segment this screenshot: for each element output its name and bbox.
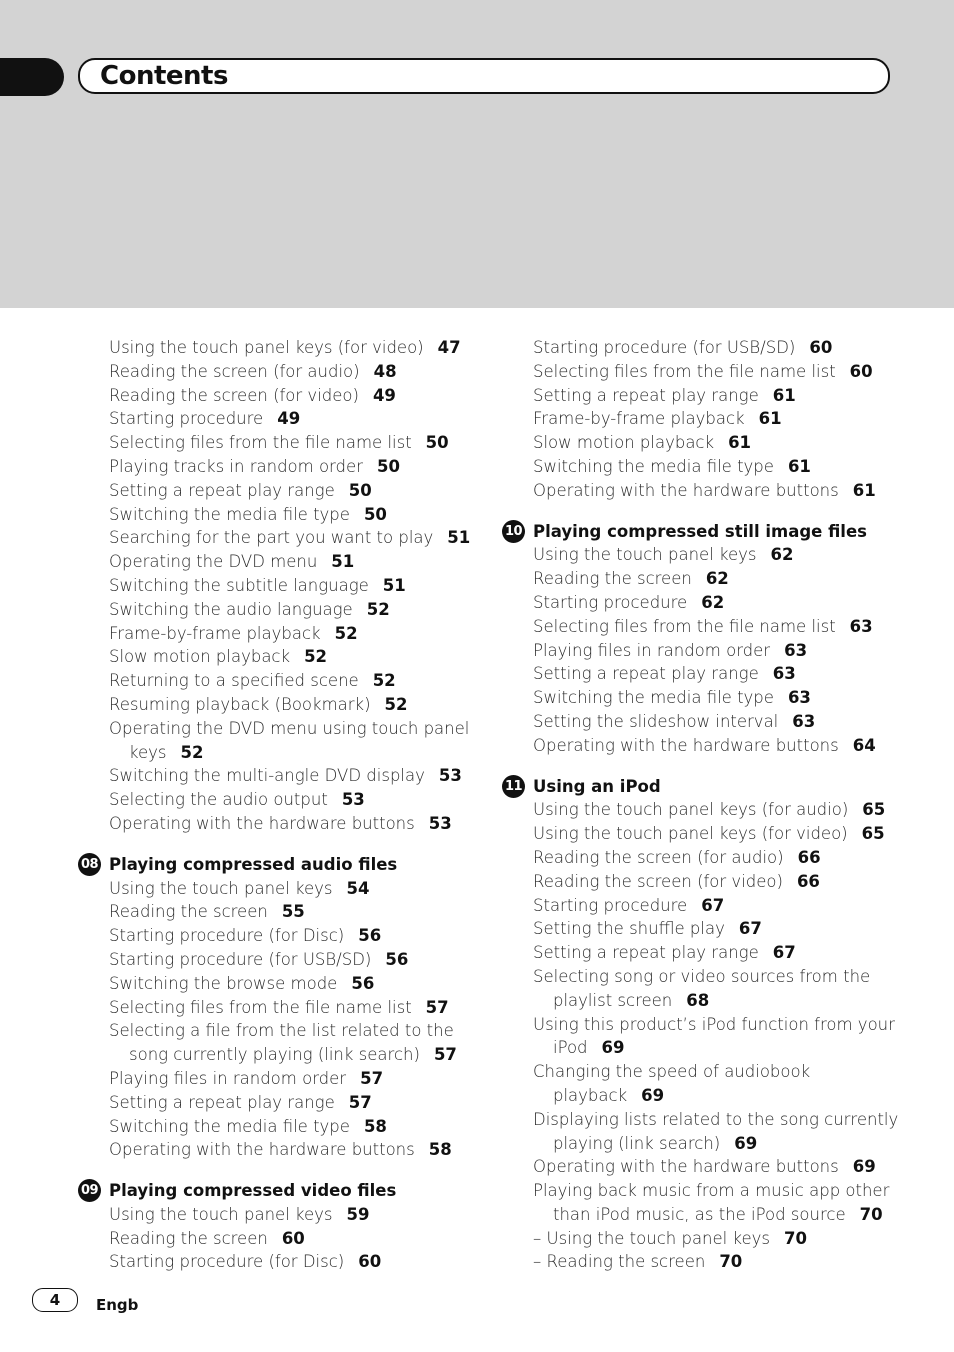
toc-entry[interactable] xyxy=(502,870,902,894)
toc-entry[interactable] xyxy=(502,822,902,846)
entry-title: Operating with the hardware buttons xyxy=(533,735,839,755)
entry-title: Changing the speed of audiobook xyxy=(533,1062,811,1082)
entry-page-number: 52 xyxy=(384,694,408,714)
entry-title: Setting a repeat play range xyxy=(533,385,759,405)
toc-entry[interactable] xyxy=(502,591,902,615)
entry-page-number: 63 xyxy=(784,640,808,660)
toc-entry[interactable] xyxy=(502,686,902,710)
title-bar xyxy=(78,58,890,94)
entry-title: Operating with the hardware buttons xyxy=(533,1157,839,1177)
entry-title: Selecting files from the file name list xyxy=(109,997,412,1017)
chapter-number-badge: 08 xyxy=(78,853,101,876)
toc-entry[interactable] xyxy=(78,948,468,972)
entry-title: Searching for the part you want to play xyxy=(109,528,434,548)
toc-left-column xyxy=(78,336,471,1274)
section-tab xyxy=(0,58,64,96)
entry-title: Switching the media file type xyxy=(109,504,350,524)
entry-title: Frame-by-frame playback xyxy=(533,409,745,429)
entry-page-number: 56 xyxy=(385,949,409,969)
toc-entry[interactable] xyxy=(78,407,468,431)
toc-entry[interactable] xyxy=(78,1250,468,1274)
toc-entry[interactable] xyxy=(502,639,902,663)
entry-title: Selecting a file from the list related to the xyxy=(109,1021,454,1041)
toc-entry[interactable] xyxy=(502,615,902,639)
entry-title: Setting the shuffle play xyxy=(533,919,725,939)
entry-title: Returning to a specified scene xyxy=(109,671,359,691)
toc-entry[interactable] xyxy=(502,941,902,965)
entry-title: Switching the multi-angle DVD display xyxy=(109,766,425,786)
entry-title: Switching the audio language xyxy=(109,599,353,619)
entry-page-number: 61 xyxy=(772,385,796,405)
entry-title: Selecting song or video sources from the xyxy=(533,966,871,986)
toc-entry[interactable] xyxy=(502,407,902,431)
entry-page-number: 69 xyxy=(734,1133,758,1153)
toc-entry[interactable] xyxy=(502,1250,902,1274)
entry-page-number: 67 xyxy=(772,943,796,963)
entry-page-number: 70 xyxy=(783,1228,807,1248)
toc-entry[interactable] xyxy=(78,788,468,812)
entry-title: Reading the screen xyxy=(533,569,692,589)
toc-entry[interactable] xyxy=(78,503,468,527)
entry-page-number: 58 xyxy=(428,1140,452,1160)
section-heading[interactable] xyxy=(78,853,468,877)
entry-page-number: 60 xyxy=(849,361,873,381)
entry-title: playing (link search) xyxy=(553,1133,721,1153)
entry-title: Displaying lists related to the song currently xyxy=(533,1109,899,1129)
entry-page-number: 51 xyxy=(447,528,471,548)
toc-entry[interactable] xyxy=(78,764,468,788)
toc-entry[interactable] xyxy=(502,917,902,941)
entry-page-number: 63 xyxy=(849,616,873,636)
toc-entry[interactable] xyxy=(502,567,902,591)
header-band xyxy=(0,0,954,308)
entry-page-number: 48 xyxy=(373,361,397,381)
entry-page-number: 60 xyxy=(809,338,833,357)
entry-title: Operating with the hardware buttons xyxy=(533,480,839,500)
entry-title: Slow motion playback xyxy=(533,433,715,453)
entry-title: Reading the screen (for video) xyxy=(109,385,359,405)
toc-entry[interactable] xyxy=(78,598,468,622)
toc-entry[interactable] xyxy=(78,431,468,455)
entry-page-number: 61 xyxy=(728,433,752,453)
toc-entry[interactable] xyxy=(502,543,902,567)
entry-title: Playing files in random order xyxy=(109,1068,347,1088)
entry-title: Frame-by-frame playback xyxy=(109,623,321,643)
entry-title: Resuming playback (Bookmark) xyxy=(109,694,371,714)
toc-entry[interactable] xyxy=(502,710,902,734)
entry-page-number: 66 xyxy=(796,871,820,891)
section-title: Using an iPod xyxy=(533,776,661,796)
entry-page-number: 52 xyxy=(334,623,358,643)
entry-page-number: 57 xyxy=(348,1092,372,1112)
entry-title: Playing files in random order xyxy=(533,640,771,660)
entry-page-number: 63 xyxy=(792,711,816,731)
entry-page-number: 51 xyxy=(331,552,355,572)
toc-entry[interactable] xyxy=(78,693,468,717)
entry-page-number: 47 xyxy=(437,338,461,357)
entry-title: iPod xyxy=(553,1038,588,1058)
toc-entry-continuation[interactable] xyxy=(502,1132,902,1156)
entry-title: Setting a repeat play range xyxy=(533,664,759,684)
toc-entry[interactable] xyxy=(78,1115,468,1139)
entry-title: Using the touch panel keys xyxy=(109,1204,333,1224)
entry-page-number: 59 xyxy=(346,1204,370,1224)
page-title: Contents xyxy=(100,61,228,91)
toc-entry[interactable] xyxy=(502,1013,902,1037)
toc-entry[interactable] xyxy=(502,1227,902,1251)
toc-entry[interactable] xyxy=(502,1179,902,1203)
entry-title: playback xyxy=(553,1085,628,1105)
entry-title: Starting procedure (for USB/SD) xyxy=(109,949,372,969)
section-title: Playing compressed audio files xyxy=(109,854,398,874)
entry-page-number: 56 xyxy=(351,973,375,993)
entry-title: Starting procedure (for Disc) xyxy=(109,1252,345,1272)
entry-title: Starting procedure xyxy=(109,409,264,429)
toc-entry[interactable] xyxy=(78,455,468,479)
entry-page-number: 50 xyxy=(363,504,387,524)
entry-title: Reading the screen (for video) xyxy=(533,871,783,891)
entry-page-number: 52 xyxy=(304,647,328,667)
entry-page-number: 50 xyxy=(348,480,372,500)
toc-entry[interactable] xyxy=(502,384,902,408)
entry-page-number: 52 xyxy=(366,599,390,619)
entry-title: Starting procedure xyxy=(533,592,688,612)
chapter-number-badge: 09 xyxy=(78,1179,101,1202)
entry-title: Using the touch panel keys (for video) xyxy=(109,338,424,357)
entry-page-number: 49 xyxy=(372,385,396,405)
entry-title: Selecting the audio output xyxy=(109,790,328,810)
entry-title: Starting procedure (for USB/SD) xyxy=(533,338,796,357)
toc-entry[interactable] xyxy=(78,924,468,948)
entry-page-number: 50 xyxy=(425,433,449,453)
entry-title: Slow motion playback xyxy=(109,647,291,667)
toc-entry-continuation[interactable] xyxy=(502,1036,902,1060)
toc-entry[interactable] xyxy=(78,645,468,669)
toc-entry[interactable] xyxy=(502,1155,902,1179)
toc-entry-continuation[interactable] xyxy=(78,741,468,765)
page-number: 4 xyxy=(32,1288,78,1312)
entry-page-number: 69 xyxy=(601,1038,625,1058)
entry-title: Using this product’s iPod function from your xyxy=(533,1014,895,1034)
entry-title: – Reading the screen xyxy=(533,1252,706,1272)
entry-title: Setting a repeat play range xyxy=(109,1092,335,1112)
entry-title: Operating the DVD menu using touch panel xyxy=(109,718,470,738)
entry-page-number: 53 xyxy=(428,813,452,833)
entry-title: Operating with the hardware buttons xyxy=(109,1140,415,1160)
toc-entry[interactable] xyxy=(78,1019,468,1043)
toc-entry[interactable] xyxy=(78,812,468,836)
toc-entry[interactable] xyxy=(78,360,468,384)
toc-entry[interactable] xyxy=(78,996,468,1020)
toc-entry[interactable] xyxy=(502,1060,902,1084)
entry-title: Starting procedure xyxy=(533,895,688,915)
entry-title: than iPod music, as the iPod source xyxy=(553,1204,846,1224)
toc-entry[interactable] xyxy=(502,798,902,822)
entry-title: Using the touch panel keys (for video) xyxy=(533,824,848,844)
toc-entry[interactable] xyxy=(502,734,902,758)
entry-title: Switching the media file type xyxy=(533,688,774,708)
entry-title: Setting the slideshow interval xyxy=(533,711,779,731)
toc-entry[interactable] xyxy=(502,1108,902,1132)
entry-page-number: 63 xyxy=(772,664,796,684)
section-heading[interactable] xyxy=(502,520,902,544)
entry-title: song currently playing (link search) xyxy=(129,1045,420,1065)
toc-entry[interactable] xyxy=(502,965,902,989)
entry-page-number: 55 xyxy=(281,902,305,922)
entry-page-number: 62 xyxy=(770,545,794,565)
toc-entry[interactable] xyxy=(78,1067,468,1091)
entry-page-number: 70 xyxy=(859,1204,883,1224)
entry-page-number: 61 xyxy=(852,480,876,500)
toc-entry[interactable] xyxy=(78,574,468,598)
entry-title: Setting a repeat play range xyxy=(109,480,335,500)
toc-entry[interactable] xyxy=(78,479,468,503)
entry-page-number: 69 xyxy=(641,1085,665,1105)
entry-page-number: 58 xyxy=(363,1116,387,1136)
language-code: Engb xyxy=(96,1296,139,1314)
entry-title: Starting procedure (for Disc) xyxy=(109,926,345,946)
entry-title: Operating with the hardware buttons xyxy=(109,813,415,833)
entry-title: Reading the screen (for audio) xyxy=(109,361,360,381)
entry-page-number: 53 xyxy=(341,790,365,810)
entry-page-number: 64 xyxy=(852,735,876,755)
toc-entry[interactable] xyxy=(502,479,902,503)
toc-entry[interactable] xyxy=(78,877,468,901)
toc-entry[interactable] xyxy=(502,431,902,455)
entry-page-number: 67 xyxy=(701,895,725,915)
entry-title: Using the touch panel keys xyxy=(109,878,333,898)
entry-title: Switching the media file type xyxy=(109,1116,350,1136)
entry-page-number: 60 xyxy=(281,1228,305,1248)
entry-page-number: 57 xyxy=(433,1045,457,1065)
toc-entry[interactable] xyxy=(78,384,468,408)
toc-entry-continuation[interactable] xyxy=(502,1203,902,1227)
entry-page-number: 61 xyxy=(787,456,811,476)
toc-entry[interactable] xyxy=(78,550,468,574)
toc-entry[interactable] xyxy=(78,1138,468,1162)
toc-entry-continuation[interactable] xyxy=(78,1043,468,1067)
entry-page-number: 65 xyxy=(861,824,885,844)
toc-entry[interactable] xyxy=(502,662,902,686)
entry-title: keys xyxy=(129,742,167,762)
toc-entry[interactable] xyxy=(502,336,902,360)
toc-entry[interactable] xyxy=(78,972,468,996)
toc-entry-continuation[interactable] xyxy=(502,1084,902,1108)
entry-title: Reading the screen xyxy=(109,902,268,922)
toc-entry[interactable] xyxy=(78,526,471,550)
entry-title: Setting a repeat play range xyxy=(533,943,759,963)
entry-page-number: 54 xyxy=(346,878,370,898)
entry-page-number: 56 xyxy=(358,926,382,946)
entry-title: Reading the screen (for audio) xyxy=(533,847,784,867)
entry-page-number: 62 xyxy=(705,569,729,589)
entry-title: – Using the touch panel keys xyxy=(533,1228,770,1248)
entry-page-number: 70 xyxy=(719,1252,743,1272)
entry-title: Selecting files from the file name list xyxy=(533,361,836,381)
toc-entry[interactable] xyxy=(78,669,468,693)
entry-page-number: 63 xyxy=(787,688,811,708)
entry-title: Selecting files from the file name list xyxy=(109,433,412,453)
toc-entry[interactable] xyxy=(502,894,902,918)
toc-right-column xyxy=(502,336,902,1274)
entry-title: Operating the DVD menu xyxy=(109,552,318,572)
toc-entry[interactable] xyxy=(502,360,902,384)
toc-entry[interactable] xyxy=(78,622,468,646)
entry-page-number: 57 xyxy=(360,1068,384,1088)
toc-entry[interactable] xyxy=(78,336,468,360)
entry-page-number: 67 xyxy=(738,919,762,939)
toc-entry[interactable] xyxy=(78,717,468,741)
toc-entry[interactable] xyxy=(78,900,468,924)
entry-title: Playing back music from a music app other xyxy=(533,1181,890,1201)
entry-page-number: 68 xyxy=(686,990,710,1010)
toc-entry[interactable] xyxy=(502,846,902,870)
entry-page-number: 51 xyxy=(382,575,406,595)
toc-entry-continuation[interactable] xyxy=(502,989,902,1013)
entry-title: Reading the screen xyxy=(109,1228,268,1248)
section-heading[interactable] xyxy=(502,775,902,799)
entry-page-number: 61 xyxy=(758,409,782,429)
section-heading[interactable] xyxy=(78,1179,468,1203)
entry-title: Using the touch panel keys xyxy=(533,545,757,565)
entry-title: playlist screen xyxy=(553,990,673,1010)
entry-title: Using the touch panel keys (for audio) xyxy=(533,800,849,820)
entry-page-number: 53 xyxy=(438,766,462,786)
entry-title: Switching the media file type xyxy=(533,456,774,476)
entry-title: Switching the subtitle language xyxy=(109,575,369,595)
entry-title: Switching the browse mode xyxy=(109,973,338,993)
entry-page-number: 66 xyxy=(797,847,821,867)
chapter-number-badge: 10 xyxy=(502,520,525,543)
toc-entry[interactable] xyxy=(78,1091,468,1115)
entry-title: Playing tracks in random order xyxy=(109,456,363,476)
entry-page-number: 50 xyxy=(376,456,400,476)
entry-page-number: 52 xyxy=(180,742,204,762)
chapter-number-badge: 11 xyxy=(502,775,525,798)
toc-entry[interactable] xyxy=(78,1227,468,1251)
entry-page-number: 69 xyxy=(852,1157,876,1177)
entry-page-number: 49 xyxy=(277,409,301,429)
entry-page-number: 62 xyxy=(701,592,725,612)
section-title: Playing compressed video files xyxy=(109,1181,397,1201)
entry-title: Selecting files from the file name list xyxy=(533,616,836,636)
entry-page-number: 60 xyxy=(358,1252,382,1272)
toc-entry[interactable] xyxy=(78,1203,468,1227)
entry-page-number: 52 xyxy=(372,671,396,691)
entry-page-number: 65 xyxy=(862,800,886,820)
section-title: Playing compressed still image files xyxy=(533,521,867,541)
toc-entry[interactable] xyxy=(502,455,902,479)
entry-page-number: 57 xyxy=(425,997,449,1017)
